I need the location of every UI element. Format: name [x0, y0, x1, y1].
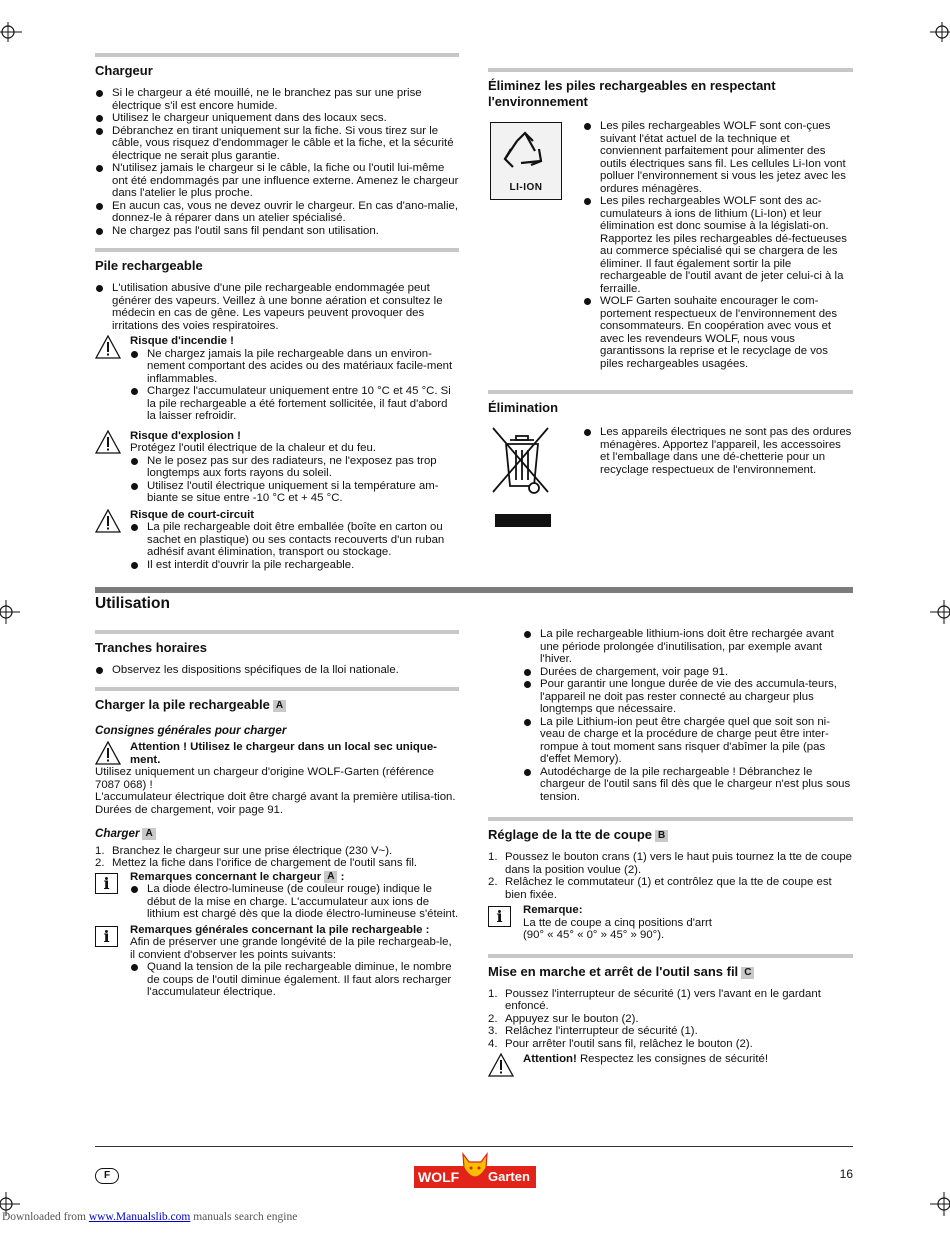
section-rule — [95, 687, 459, 691]
subheading-text: Charger — [95, 827, 140, 840]
mise-steps — [488, 988, 853, 1051]
downloaded-prefix: Downloaded from — [2, 1211, 89, 1223]
wolf-garten-logo — [414, 1152, 536, 1188]
list-item — [488, 876, 853, 901]
manualslib-link[interactable]: www.Manualslib.com — [88, 1211, 191, 1223]
crop-mark-mid-left — [0, 600, 22, 624]
list-item: Observez les dispositions spécifiques de la lloi nationale. — [95, 664, 459, 677]
crop-mark-mid-right — [928, 600, 950, 624]
paragraph: L'accumulateur électrique doit être chargé avant la première utilisa-tion. — [95, 791, 456, 803]
warning-triangle-icon — [95, 509, 121, 533]
section-rule — [488, 817, 853, 821]
top-right-column — [488, 68, 853, 528]
footer-rule — [95, 1146, 853, 1147]
step-text: Appuyez sur le bouton (2). — [505, 1012, 639, 1025]
list-item — [488, 1013, 853, 1026]
list-item: La pile rechargeable doit être emballée (boîte en carton ou sachet en plastique) ou ses contacts recouverts d'un ruban adhésif avant élimination, transport ou stockage. — [130, 521, 459, 559]
elimination-heading: Élimination — [488, 400, 559, 415]
crop-mark-top-right — [928, 20, 950, 44]
downloaded-suffix: manuals search engine — [190, 1211, 298, 1223]
info-title: Remarque: — [523, 904, 583, 916]
info-text: (90° « 45° « 0° » 45° » 90°). — [523, 929, 665, 941]
section-rule — [95, 53, 459, 57]
language-code: F — [103, 1170, 111, 1181]
li-ion-label: LI-ION — [509, 181, 543, 193]
list-item — [95, 845, 459, 858]
paragraph: Utilisez uniquement un chargeur d'origine WOLF-Garten (référence 7087 068) ! — [95, 766, 434, 791]
li-ion-recycle-logo — [490, 122, 562, 200]
page-number: 16 — [839, 1167, 853, 1181]
charger-subheading — [95, 828, 459, 841]
list-item: N'utilisez jamais le chargeur si le câble, la fiche ou l'outil lui-même ont été endommagés par une influence externe. Amenez le chargeur dans l'atelier le plus proche. — [95, 162, 459, 200]
crop-mark-bottom-right — [928, 1192, 950, 1216]
warning-title: Risque d'explosion ! — [130, 429, 241, 442]
section-rule — [488, 954, 853, 958]
info-title — [130, 871, 459, 884]
recycle-icon — [491, 127, 560, 187]
chargeur-list — [95, 87, 459, 237]
step-number: 1. — [488, 851, 498, 863]
step-text: Relâchez le commutateur (1) et contrôlez que la tte de coupe est bien fixée. — [505, 876, 832, 901]
step-number: 3. — [488, 1025, 498, 1037]
figure-ref-box: A — [142, 828, 155, 840]
section-rule — [488, 390, 853, 394]
info-icon: i — [95, 873, 118, 894]
step-number: 2. — [488, 1012, 498, 1025]
explosion-list — [130, 455, 459, 505]
remarque-tete — [488, 904, 853, 942]
utilisation-rule — [95, 587, 853, 593]
language-badge — [95, 1168, 119, 1184]
reglage-heading — [488, 827, 853, 843]
list-item: Ne le posez pas sur des radiateurs, ne l'exposez pas trop longtemps aux forts rayons du soleil. — [130, 455, 459, 480]
warning-incendie — [95, 335, 459, 423]
step-text: Poussez l'interrupteur de sécurité (1) vers l'avant en le gardant enfoncé. — [505, 987, 821, 1012]
remarques-chargeur — [95, 871, 459, 921]
info-icon: i — [95, 926, 118, 947]
list-item: Débranchez en tirant uniquement sur la fiche. Si vous tirez sur le câble, vous risquez d'endommager le câble et la fiche, et la sécurité électrique ne serait plus garantie. — [95, 125, 459, 163]
warning-text: Protégez l'outil électrique de la chaleur et du feu. — [130, 442, 376, 454]
list-item: Les appareils électriques ne sont pas des ordures ménagères. Apportez l'appareil, les accessoires et l'emballage dans une dé-chetterie pour un recyclage respectueux de l'environnement. — [583, 426, 853, 476]
info-title-colon: : — [340, 870, 345, 883]
list-item: Si le chargeur a été mouillé, ne le branchez pas sur une prise électrique s'il est encore humide. — [95, 87, 459, 112]
mise-heading — [488, 964, 853, 980]
list-item: Utilisez l'outil électrique uniquement si la température am-biante se situe entre -10 °C et + 45 °C. — [130, 480, 459, 505]
bottom-right-column — [488, 628, 853, 1077]
info-text: Afin de préserver une grande longévité de la pile rechargeab-le, il convient d'observer les points suivants: — [130, 936, 452, 961]
step-text: Poussez le bouton crans (1) vers le haut puis tournez la tte de coupe dans la position voulue (2). — [505, 851, 852, 876]
court-circuit-list — [130, 521, 459, 571]
downloaded-from — [2, 1211, 297, 1224]
charger-pile-heading — [95, 697, 459, 713]
pile-list — [95, 282, 459, 332]
step-number: 1. — [488, 987, 498, 1000]
list-item — [488, 851, 853, 876]
list-item: Durées de chargement, voir page 91. — [523, 666, 853, 679]
info-title-text: Remarques concernant le chargeur — [130, 870, 322, 883]
incendie-list — [130, 348, 459, 423]
tranches-heading: Tranches horaires — [95, 640, 207, 655]
logo-garten-text: Garten — [488, 1169, 530, 1184]
list-item: En aucun cas, vous ne devez ouvrir le chargeur. En cas d'ano-malie, donnez-le à réparer dans un atelier spécialisé. — [95, 200, 459, 225]
list-item: La pile rechargeable lithium-ions doit être rechargée avant une période prolongée d'inutilisation, par exemple avant l'hiver. — [523, 628, 853, 666]
section-rule — [488, 68, 853, 72]
eliminez-block — [488, 120, 853, 370]
heading-text: Réglage de la tte de coupe — [488, 827, 652, 842]
list-item: Pour garantir une longue durée de vie des accumula-teurs, l'appareil ne doit pas rester connecté au chargeur plus longtemps que nécessaire. — [523, 678, 853, 716]
step-text: Branchez le chargeur sur une prise électrique (230 V~). — [112, 844, 393, 857]
list-item: WOLF Garten souhaite encourager le com-portement respectueux de l'environnement des consommateurs. En coopération avec vous et avec les revendeurs WOLF, nous vous garantissons la reprise et le recyclage de vos piles rechargeables usagées. — [583, 295, 853, 370]
list-item: Quand la tension de la pile rechargeable diminue, le nombre de coups de l'outil diminue également. Il faut alors recharger l'accumulateur électrique. — [130, 961, 459, 999]
chargeur-heading: Chargeur — [95, 63, 153, 78]
warning-triangle-icon — [95, 430, 121, 454]
list-item: Les piles rechargeables WOLF sont des ac-cumulateurs à ions de lithium (Li-Ion) et leur élimination est donc soumise à la législati-on. Rapportez les piles rechargeables dé-fectueuses au commerce spécialisé qui se chargera de les éliminer. Il faut également sortir la pile rechargeable de l'outil avant de jeter celui-ci à la ferraille. — [583, 195, 853, 295]
heading-text: Mise en marche et arrêt de l'outil sans fil — [488, 963, 739, 979]
remarques-list — [130, 883, 459, 921]
list-item — [95, 857, 459, 870]
step-number: 2. — [488, 876, 498, 888]
logo-wolf-text: WOLF — [418, 1169, 460, 1185]
step-text: Pour arrêter l'outil sans fil, relâchez le bouton (2). — [505, 1037, 753, 1050]
attention-bold: Attention! — [523, 1053, 577, 1065]
list-item — [488, 1025, 853, 1038]
warning-title: Attention ! Utilisez le chargeur dans un local sec unique-ment. — [130, 741, 437, 766]
info-text: La tte de coupe a cinq positions d'arrt — [523, 916, 712, 929]
info-icon: i — [488, 906, 511, 927]
section-rule — [95, 248, 459, 252]
info-title: Remarques générales concernant la pile rechargeable : — [130, 923, 430, 936]
list-item: La pile Lithium-ion peut être chargée quel que soit son ni-veau de charge et la procédure de charge peut être inter-rompue à tout moment sans risquer d'abîmer la pile (pas d'effet Memory). — [523, 716, 853, 766]
tranches-list — [95, 664, 459, 677]
warning-triangle-icon — [488, 1053, 514, 1077]
attention-text: Respectez les consignes de sécurité! — [576, 1053, 768, 1065]
charge-tips-list — [488, 628, 853, 803]
pile-heading: Pile rechargeable — [95, 258, 203, 273]
list-item: Utilisez le chargeur uniquement dans des locaux secs. — [95, 112, 459, 125]
eliminez-heading: Éliminez les piles rechargeables en respectant l'environnement — [488, 78, 776, 109]
step-text: Relâchez l'interrupteur de sécurité (1). — [505, 1025, 698, 1037]
warning-title: Risque d'incendie ! — [130, 335, 234, 347]
eliminez-list — [583, 120, 853, 370]
wolf-head-icon — [460, 1152, 490, 1186]
figure-ref-box: A — [324, 871, 337, 883]
elimination-list — [583, 426, 853, 476]
figure-ref-box: B — [655, 830, 668, 842]
list-item: Il est interdit d'ouvrir la pile rechargeable. — [130, 559, 459, 572]
list-item: Chargez l'accumulateur uniquement entre 10 °C et 45 °C. Si la pile rechargeable a été fortement sollicitée, il faut d'abord la laisser refroidir. — [130, 385, 459, 423]
bottom-left-column — [95, 630, 459, 999]
list-item — [488, 988, 853, 1013]
list-item: La diode électro-lumineuse (de couleur rouge) indique le début de la mise en charge. L'accumulateur aux ions de lithium est chargé dès que la diode électro-lumineuse s'éteint. — [130, 883, 459, 921]
elimination-block — [488, 426, 853, 528]
warning-triangle-icon — [95, 335, 121, 359]
step-number: 4. — [488, 1037, 498, 1050]
paragraph: Durées de chargement, voir page 91. — [95, 803, 284, 816]
list-item: Autodécharge de la pile rechargeable ! Débranchez le chargeur de l'outil sans fil dès que le chargeur n'est plus sous tension. — [523, 766, 853, 804]
step-number: 2. — [95, 857, 105, 869]
reglage-steps — [488, 851, 853, 901]
warning-explosion — [95, 430, 459, 505]
figure-ref-box: C — [741, 967, 754, 979]
attention-local-sec — [95, 741, 459, 766]
step-number: 1. — [95, 844, 105, 857]
section-rule — [95, 630, 459, 634]
top-left-column — [95, 53, 459, 571]
warning-court-circuit — [95, 509, 459, 572]
charger-steps — [95, 845, 459, 870]
warning-title: Risque de court-circuit — [130, 508, 255, 521]
figure-ref-box: A — [273, 700, 286, 712]
list-item: Les piles rechargeables WOLF sont con-çues suivant l'état actuel de la technique et conviennent parfaitement pour alimenter des outils électriques sans fil. Les cellules Li-Ion vont polluer l'environnement si vous les jetez avec les ordures ménagères. — [583, 120, 853, 195]
crossed-bin-icon — [490, 426, 552, 530]
utilisation-heading: Utilisation — [95, 595, 170, 612]
remarques-generales — [95, 924, 459, 999]
list-item: L'utilisation abusive d'une pile rechargeable endommagée peut générer des vapeurs. Veillez à une bonne aération et consultez le médecin en cas de gêne. Les vapeurs peuvent provoquer des irritations des voies respiratoires. — [95, 282, 459, 332]
warning-triangle-icon — [95, 741, 121, 765]
list-item: Ne chargez pas l'outil sans fil pendant son utilisation. — [95, 225, 459, 238]
list-item — [488, 1038, 853, 1051]
consignes-subheading: Consignes générales pour charger — [95, 723, 287, 737]
step-text: Mettez la fiche dans l'orifice de chargement de l'outil sans fil. — [112, 857, 418, 869]
attention-securite — [488, 1053, 853, 1077]
generales-list — [130, 961, 459, 999]
crop-mark-top-left — [0, 20, 24, 44]
heading-text: Charger la pile rechargeable — [95, 696, 270, 712]
list-item: Ne chargez jamais la pile rechargeable dans un environ-nement comportant des acides ou des matériaux facile-ment inflammables. — [130, 348, 459, 386]
